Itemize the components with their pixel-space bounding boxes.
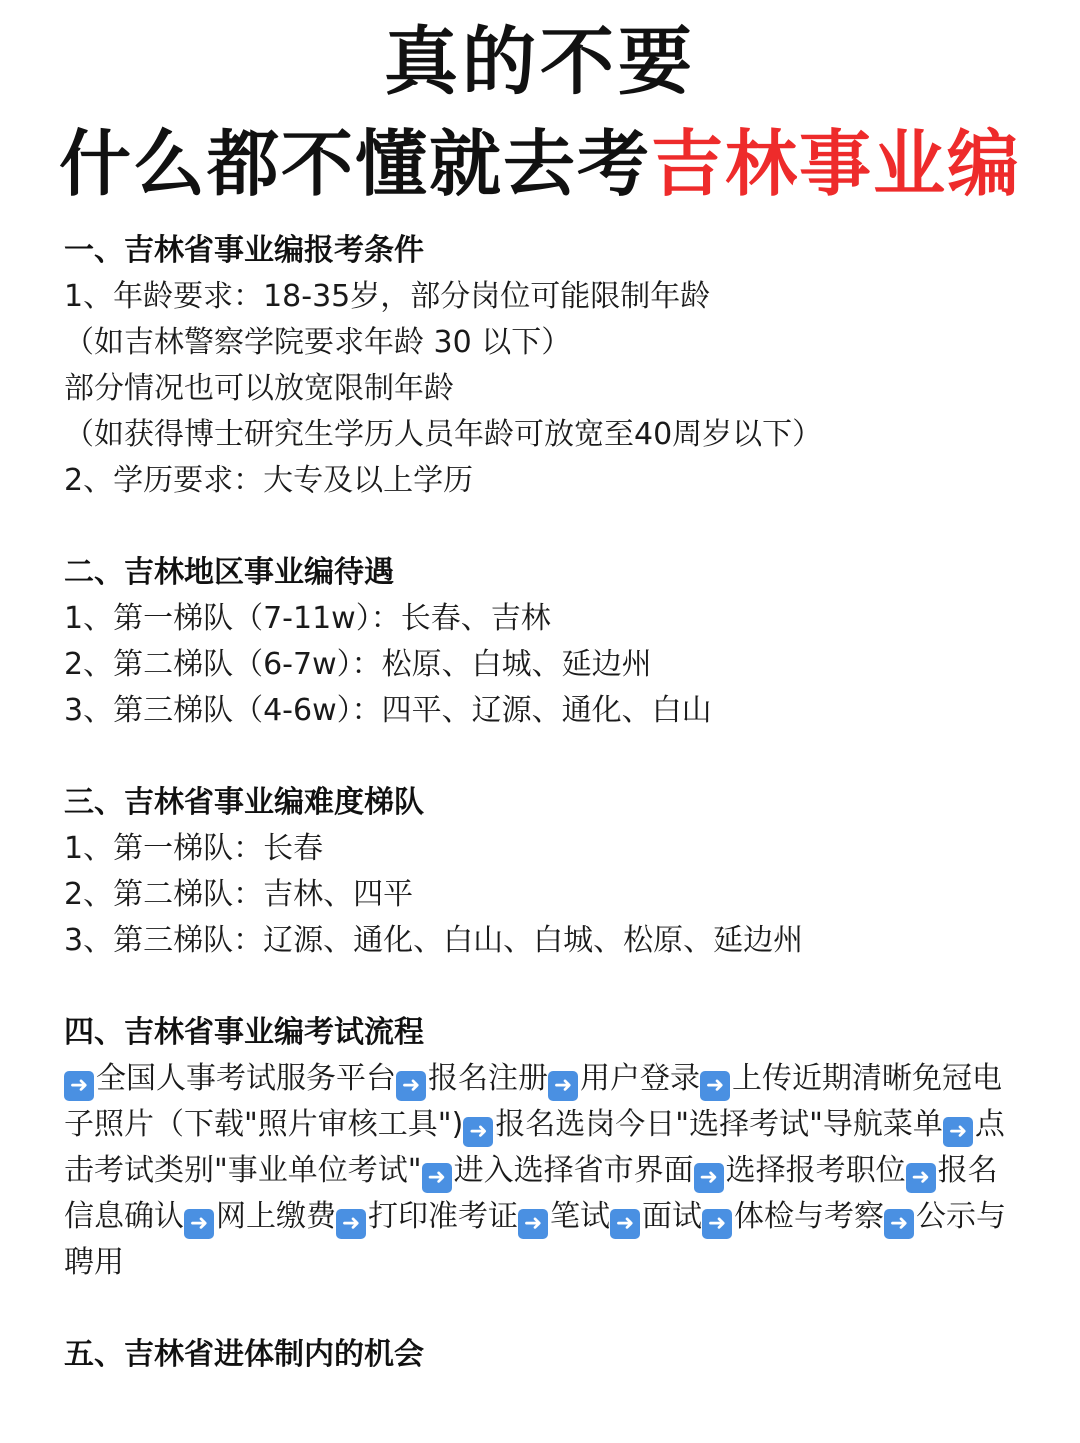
section-heading: 三、吉林省事业编难度梯队 xyxy=(64,785,424,820)
right-arrow-icon: ➜ xyxy=(694,1163,724,1193)
process-step: 全国人事考试服务平台 xyxy=(96,1061,396,1096)
process-step: 打印准考证 xyxy=(368,1199,518,1234)
process-step: 上传近期清晰免冠电子照片（下载"照片审核工具") xyxy=(64,1061,1002,1142)
section-salary xyxy=(64,550,1024,734)
text-line: 1、第一梯队（7-11w）：长春、吉林 xyxy=(64,601,551,636)
section-opportunities xyxy=(64,1332,1024,1378)
right-arrow-icon: ➜ xyxy=(943,1117,973,1147)
text-line: （如吉林警察学院要求年龄 30 以下） xyxy=(64,325,572,360)
right-arrow-icon: ➜ xyxy=(702,1209,732,1239)
process-step: 点击考试类别"事业单位考试" xyxy=(64,1107,1005,1188)
section-exam-process xyxy=(64,1010,1024,1286)
process-step: 体检与考察 xyxy=(734,1199,884,1234)
section-heading: 四、吉林省事业编考试流程 xyxy=(64,1015,424,1050)
right-arrow-icon: ➜ xyxy=(610,1209,640,1239)
process-step: 选择报考职位 xyxy=(725,1153,906,1188)
right-arrow-icon: ➜ xyxy=(64,1071,94,1101)
text-line: 部分情况也可以放宽限制年龄 xyxy=(64,371,454,406)
process-step: 报名选岗今日"选择考试"导航菜单 xyxy=(495,1107,943,1142)
text-line: 3、第三梯队（4-6w）：四平、辽源、通化、白山 xyxy=(64,693,712,728)
process-step: 报名注册 xyxy=(428,1061,548,1096)
text-line: 1、第一梯队：长春 xyxy=(64,831,324,866)
process-step: 面试 xyxy=(642,1199,702,1234)
right-arrow-icon: ➜ xyxy=(548,1071,578,1101)
right-arrow-icon: ➜ xyxy=(884,1209,914,1239)
text-line: 1、年龄要求：18-35岁，部分岗位可能限制年龄 xyxy=(64,279,711,314)
section-heading: 一、吉林省事业编报考条件 xyxy=(64,233,424,268)
right-arrow-icon: ➜ xyxy=(700,1071,730,1101)
section-difficulty xyxy=(64,780,1024,964)
process-step: 网上缴费 xyxy=(216,1199,336,1234)
right-arrow-icon: ➜ xyxy=(518,1209,548,1239)
process-step: 进入选择省市界面 xyxy=(453,1153,694,1188)
process-step: 笔试 xyxy=(550,1199,610,1234)
page-title xyxy=(0,14,1080,218)
process-step: 报名信息确认 xyxy=(64,1153,998,1234)
section-heading: 五、吉林省进体制内的机会 xyxy=(64,1337,424,1372)
article-body xyxy=(64,228,1024,1424)
section-heading: 二、吉林地区事业编待遇 xyxy=(64,555,394,590)
process-flow xyxy=(64,1056,1024,1286)
right-arrow-icon: ➜ xyxy=(422,1163,452,1193)
title-line-2 xyxy=(0,110,1080,218)
section-requirements xyxy=(64,228,1024,504)
text-line: 2、第二梯队：吉林、四平 xyxy=(64,877,414,912)
text-line: 2、第二梯队（6-7w）：松原、白城、延边州 xyxy=(64,647,652,682)
text-line: 2、学历要求：大专及以上学历 xyxy=(64,463,474,498)
right-arrow-icon: ➜ xyxy=(906,1163,936,1193)
process-step: 用户登录 xyxy=(580,1061,700,1096)
text-line: 3、第三梯队：辽源、通化、白山、白城、松原、延边州 xyxy=(64,923,804,958)
text-line: （如获得博士研究生学历人员年龄可放宽至40周岁以下） xyxy=(64,417,823,452)
process-step: 公示与聘用 xyxy=(64,1199,1006,1280)
title-prefix: 什么都不懂就去考 xyxy=(58,122,651,206)
title-line-1: 真的不要 xyxy=(384,19,696,105)
right-arrow-icon: ➜ xyxy=(463,1117,493,1147)
right-arrow-icon: ➜ xyxy=(396,1071,426,1101)
title-highlight: 吉林事业编 xyxy=(651,122,1022,206)
right-arrow-icon: ➜ xyxy=(336,1209,366,1239)
right-arrow-icon: ➜ xyxy=(184,1209,214,1239)
